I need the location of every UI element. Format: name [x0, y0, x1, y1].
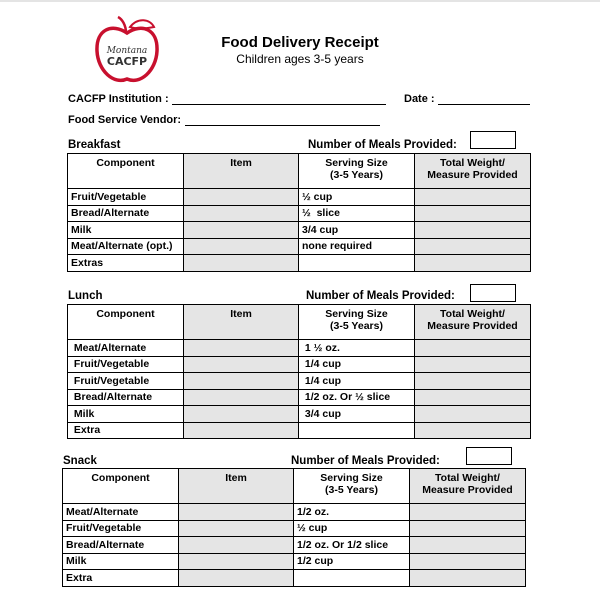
- apple-icon: [92, 15, 162, 87]
- table-row: [68, 205, 531, 222]
- table-row: [63, 553, 526, 570]
- table-row: [68, 356, 531, 373]
- total-weight-input[interactable]: [415, 422, 531, 439]
- header-total-weight: Total Weight/ Measure Provided: [415, 154, 531, 189]
- date-label: Date :: [404, 93, 435, 105]
- serving-size-cell: 3/4 cup: [299, 406, 415, 423]
- item-input[interactable]: [184, 205, 299, 222]
- table-row: [68, 406, 531, 423]
- table-row: [68, 422, 531, 439]
- breakfast-meals-input[interactable]: [470, 131, 516, 149]
- item-input[interactable]: [179, 504, 294, 521]
- item-input[interactable]: [184, 255, 299, 272]
- header-serving-size: Serving Size (3-5 Years): [294, 469, 410, 504]
- table-row: [68, 340, 531, 357]
- header-item: Item: [184, 154, 299, 189]
- item-input[interactable]: [184, 238, 299, 255]
- table-row: [68, 389, 531, 406]
- serving-size-cell: [299, 255, 415, 272]
- date-field[interactable]: [438, 104, 530, 105]
- institution-field[interactable]: [172, 104, 386, 105]
- breakfast-meals-label: Number of Meals Provided:: [308, 139, 457, 151]
- vendor-field[interactable]: [185, 125, 380, 126]
- header-item: Item: [179, 469, 294, 504]
- table-row: [63, 537, 526, 554]
- vendor-label: Food Service Vendor:: [68, 114, 182, 126]
- header-component: Component: [63, 469, 179, 504]
- item-input[interactable]: [184, 340, 299, 357]
- total-weight-input[interactable]: [410, 570, 526, 587]
- item-input[interactable]: [179, 520, 294, 537]
- component-cell: Meat/Alternate: [68, 340, 184, 357]
- table-header-row: [68, 154, 531, 189]
- table-row: [68, 238, 531, 255]
- item-input[interactable]: [184, 422, 299, 439]
- snack-meals-label: Number of Meals Provided:: [291, 455, 440, 467]
- table-row: [63, 504, 526, 521]
- component-cell: Meat/Alternate (opt.): [68, 238, 184, 255]
- lunch-table: [67, 304, 531, 439]
- component-cell: Extras: [68, 255, 184, 272]
- serving-size-cell: 1/2 oz. Or 1/2 slice: [294, 537, 410, 554]
- serving-size-cell: 1/2 oz. Or ½ slice: [299, 389, 415, 406]
- item-input[interactable]: [184, 389, 299, 406]
- component-cell: Milk: [68, 222, 184, 239]
- header-item: Item: [184, 305, 299, 340]
- total-weight-input[interactable]: [410, 520, 526, 537]
- serving-size-cell: 3/4 cup: [299, 222, 415, 239]
- total-weight-input[interactable]: [410, 537, 526, 554]
- component-cell: Meat/Alternate: [63, 504, 179, 521]
- total-weight-input[interactable]: [415, 356, 531, 373]
- window-top-border: [0, 0, 600, 2]
- total-weight-input[interactable]: [415, 389, 531, 406]
- serving-size-cell: [299, 422, 415, 439]
- component-cell: Bread/Alternate: [68, 389, 184, 406]
- component-cell: Fruit/Vegetable: [63, 520, 179, 537]
- serving-size-cell: 1/4 cup: [299, 356, 415, 373]
- total-weight-input[interactable]: [415, 222, 531, 239]
- serving-size-cell: 1/2 cup: [294, 553, 410, 570]
- header-total-weight: Total Weight/ Measure Provided: [415, 305, 531, 340]
- total-weight-input[interactable]: [415, 406, 531, 423]
- item-input[interactable]: [184, 189, 299, 206]
- total-weight-input[interactable]: [410, 504, 526, 521]
- montana-cacfp-logo: [92, 15, 162, 87]
- table-header-row: [68, 305, 531, 340]
- item-input[interactable]: [179, 537, 294, 554]
- component-cell: Extra: [68, 422, 184, 439]
- table-row: [63, 570, 526, 587]
- component-cell: Bread/Alternate: [68, 205, 184, 222]
- total-weight-input[interactable]: [410, 553, 526, 570]
- serving-size-cell: 1/4 cup: [299, 373, 415, 390]
- snack-table: [62, 468, 526, 587]
- component-cell: Milk: [63, 553, 179, 570]
- institution-label: CACFP Institution :: [68, 93, 169, 105]
- component-cell: Milk: [68, 406, 184, 423]
- header-serving-size: Serving Size (3-5 Years): [299, 305, 415, 340]
- table-row: [63, 520, 526, 537]
- total-weight-input[interactable]: [415, 373, 531, 390]
- breakfast-table: [67, 153, 531, 272]
- snack-title: Snack: [63, 455, 97, 467]
- total-weight-input[interactable]: [415, 189, 531, 206]
- component-cell: Fruit/Vegetable: [68, 189, 184, 206]
- page-subtitle: Children ages 3-5 years: [236, 52, 364, 66]
- item-input[interactable]: [179, 553, 294, 570]
- table-row: [68, 189, 531, 206]
- total-weight-input[interactable]: [415, 205, 531, 222]
- page-title: Food Delivery Receipt: [221, 34, 379, 51]
- table-row: [68, 222, 531, 239]
- total-weight-input[interactable]: [415, 255, 531, 272]
- item-input[interactable]: [184, 373, 299, 390]
- component-cell: Extra: [63, 570, 179, 587]
- serving-size-cell: ½ cup: [299, 189, 415, 206]
- serving-size-cell: [294, 570, 410, 587]
- item-input[interactable]: [184, 406, 299, 423]
- component-cell: Fruit/Vegetable: [68, 356, 184, 373]
- component-cell: Bread/Alternate: [63, 537, 179, 554]
- breakfast-title: Breakfast: [68, 139, 121, 151]
- serving-size-cell: 1/2 oz.: [294, 504, 410, 521]
- serving-size-cell: none required: [299, 238, 415, 255]
- component-cell: Fruit/Vegetable: [68, 373, 184, 390]
- item-input[interactable]: [179, 570, 294, 587]
- item-input[interactable]: [184, 356, 299, 373]
- lunch-title: Lunch: [68, 290, 103, 302]
- total-weight-input[interactable]: [415, 238, 531, 255]
- header-total-weight: Total Weight/ Measure Provided: [410, 469, 526, 504]
- header-component: Component: [68, 154, 184, 189]
- svg-text:Montana: Montana: [106, 46, 148, 56]
- item-input[interactable]: [184, 222, 299, 239]
- header-serving-size: Serving Size (3-5 Years): [299, 154, 415, 189]
- total-weight-input[interactable]: [415, 340, 531, 357]
- table-header-row: [63, 469, 526, 504]
- serving-size-cell: 1 ½ oz.: [299, 340, 415, 357]
- table-row: [68, 255, 531, 272]
- svg-text:CACFP: CACFP: [106, 55, 148, 68]
- snack-meals-input[interactable]: [466, 447, 512, 465]
- header-component: Component: [68, 305, 184, 340]
- lunch-meals-input[interactable]: [470, 284, 516, 302]
- serving-size-cell: ½ cup: [294, 520, 410, 537]
- lunch-meals-label: Number of Meals Provided:: [306, 290, 455, 302]
- table-row: [68, 373, 531, 390]
- serving-size-cell: ½ slice: [299, 205, 415, 222]
